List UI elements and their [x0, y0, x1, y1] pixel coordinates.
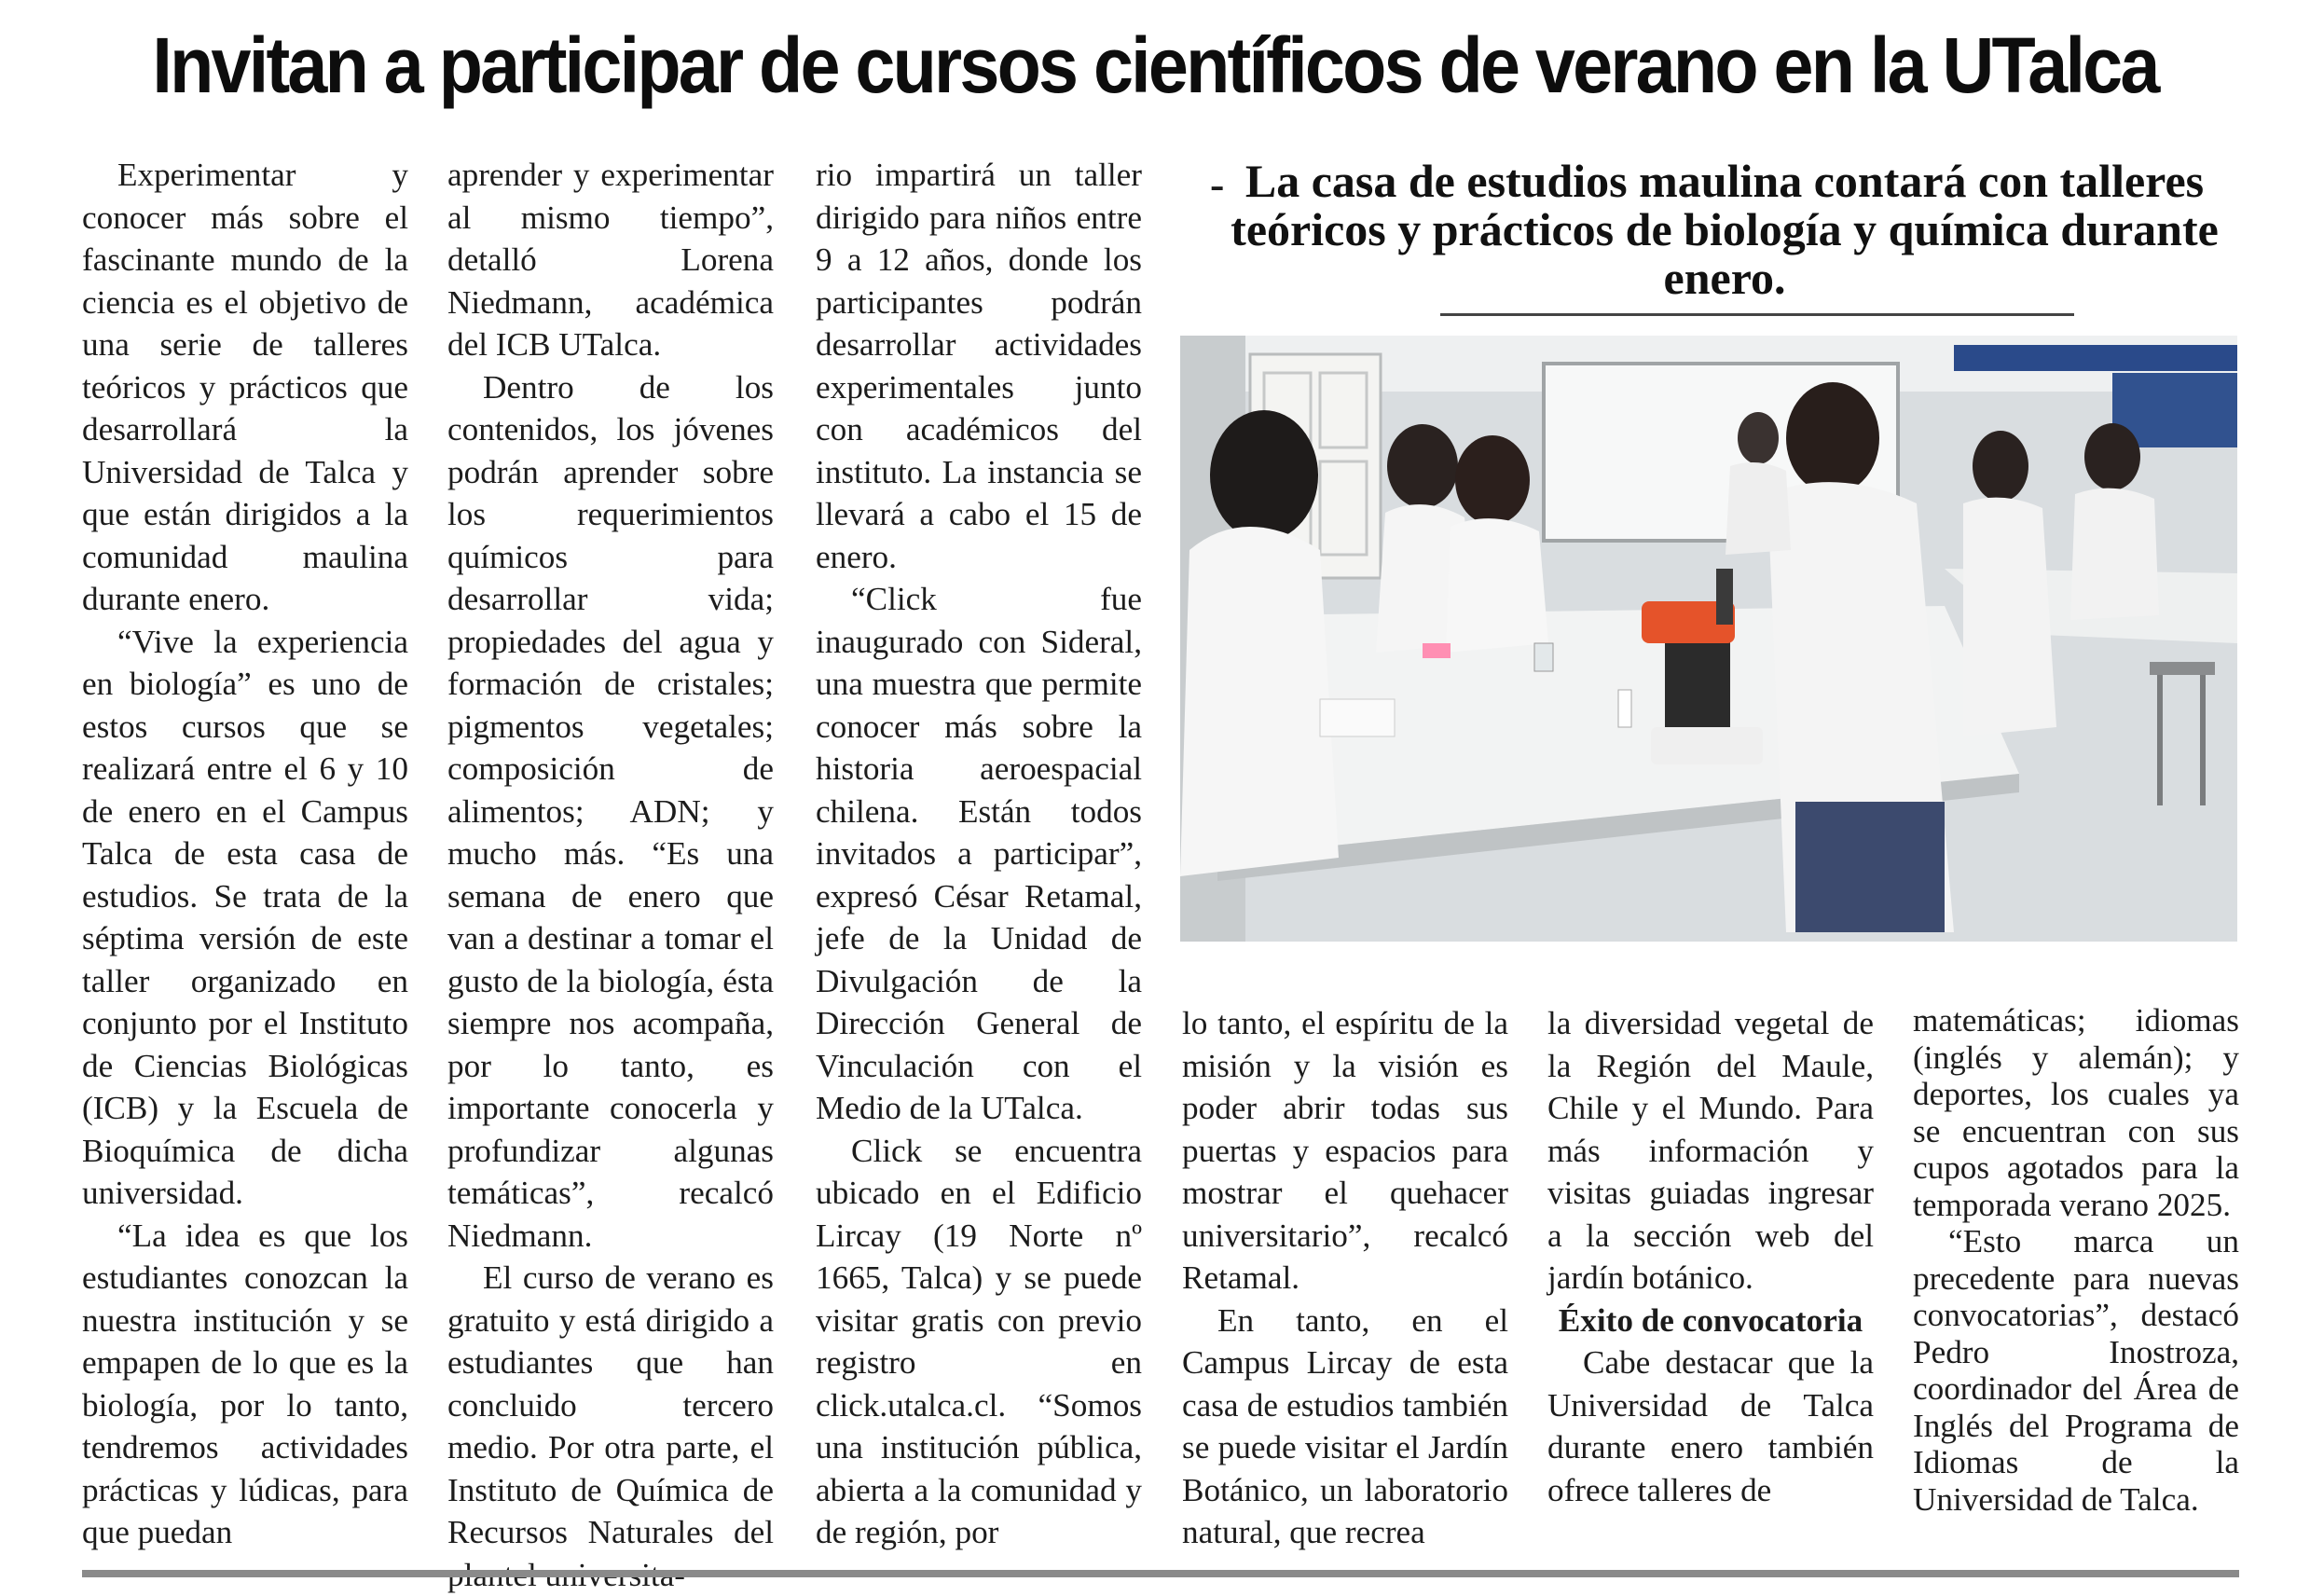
deck-bullet: - — [1210, 160, 1225, 208]
article-column-3 — [816, 154, 1142, 1554]
paragraph: Cabe destacar que la Universidad de Talca durante enero también ofrece talleres de — [1547, 1344, 1874, 1508]
paragraph: Experimentar y conocer más sobre el fascinante mundo de la ciencia es el objetivo de una serie de talleres teóricos y prácticos que desarrollará la Universidad de Talca y que están dirigidos a la comunidad maulina durante enero. — [82, 157, 408, 617]
paragraph: Click se encuentra ubicado en el Edificio Lircay (19 Norte nº 1665, Talca) y se puede visitar gratis con previo registro en click.utalca.cl. “Somos una institución pública, abierta a la comunidad y de región, por — [816, 1132, 1142, 1550]
paragraph: aprender y experimentar al mismo tiempo”, detalló Lorena Niedmann, académica del ICB UTalca. — [447, 157, 774, 363]
paragraph: “Vive la experiencia en biología” es uno de estos cursos que se realizará entre el 6 y 10 de enero en el Campus Talca de esta casa de estudios. Se trata de la séptima versión de este taller organizado en conjunto por el Instituto de Ciencias Biológicas (ICB) y la Escuela de Bioquímica de dicha universidad. — [82, 623, 408, 1211]
headline: Invitan a participar de cursos científicos de verano en la UTalca — [152, 21, 2158, 109]
paragraph: “Click fue inaugurado con Sideral, una muestra que permite conocer más sobre la historia aeroespacial chilena. Están todos invitados a participar”, expresó César Retamal, jefe de la Unidad de Divulgación de la Dirección General de Vinculación con el Medio de la UTalca. — [816, 581, 1142, 1126]
page-bottom-rule — [82, 1570, 2239, 1577]
article-column-2 — [447, 154, 774, 1596]
article-column-5 — [1547, 1002, 1874, 1511]
deck-underline — [1440, 313, 2074, 316]
section-subheading: Éxito de convocatoria — [1558, 1301, 1863, 1339]
paragraph: rio impartirá un taller dirigido para niños entre 9 a 12 años, donde los participantes podrán desarrollar actividades experimentales junto con académicos del instituto. La instancia se llevará a cabo el 15 de enero. — [816, 157, 1142, 575]
paragraph: matemáticas; idiomas (inglés y alemán); y deportes, los cuales ya se encuentran con sus cupos agotados para la temporada verano 2025. — [1913, 1002, 2239, 1223]
deck-subheadline: La casa de estudios maulina contará con talleres teóricos y prácticos de biología y química durante enero. — [1231, 155, 2219, 304]
paragraph: Dentro de los contenidos, los jóvenes podrán aprender sobre los requerimientos químicos para desarrollar vida; propiedades del agua y formación de cristales; pigmentos vegetales; composición de alimentos; ADN; y mucho más. “Es una semana de enero que van a destinar a tomar el gusto de la biología, ésta siempre nos acompaña, por lo tanto, es importante conocerla y profundizar algunas temáticas”, recalcó Niedmann. — [447, 368, 774, 1254]
article-column-1 — [82, 154, 408, 1554]
paragraph: El curso de verano es gratuito y está dirigido a estudiantes que han concluido tercero medio. Por otra parte, el Instituto de Química de Recursos Naturales del — [447, 1259, 774, 1550]
article-column-4 — [1182, 1002, 1508, 1554]
paragraph: la diversidad vegetal de la Región del Maule, Chile y el Mundo. Para más información y visitas guiadas ingresar a la sección web del jardín botánico. — [1547, 1005, 1874, 1296]
article-column-6 — [1913, 1002, 2239, 1518]
laboratory-photo — [1180, 336, 2237, 942]
paragraph: “Esto marca un precedente para nuevas convocatorias”, destacó Pedro Inostroza, coordinador del Área de Inglés del Programa de Idiomas de la Universidad de Talca. — [1913, 1223, 2239, 1518]
paragraph: lo tanto, el espíritu de la misión y la visión es poder abrir todas sus puertas y espacios para mostrar el quehacer universitario”, recalcó Retamal. — [1182, 1005, 1508, 1296]
paragraph: En tanto, en el Campus Lircay de esta casa de estudios también se puede visitar el Jardín Botánico, un laboratorio natural, que recrea — [1182, 1301, 1508, 1550]
paragraph: “La idea es que los estudiantes conozcan la nuestra institución y se empapen de lo que es la biología, por lo tanto, tendremos actividades prácticas y lúdicas, para que puedan — [82, 1217, 408, 1550]
